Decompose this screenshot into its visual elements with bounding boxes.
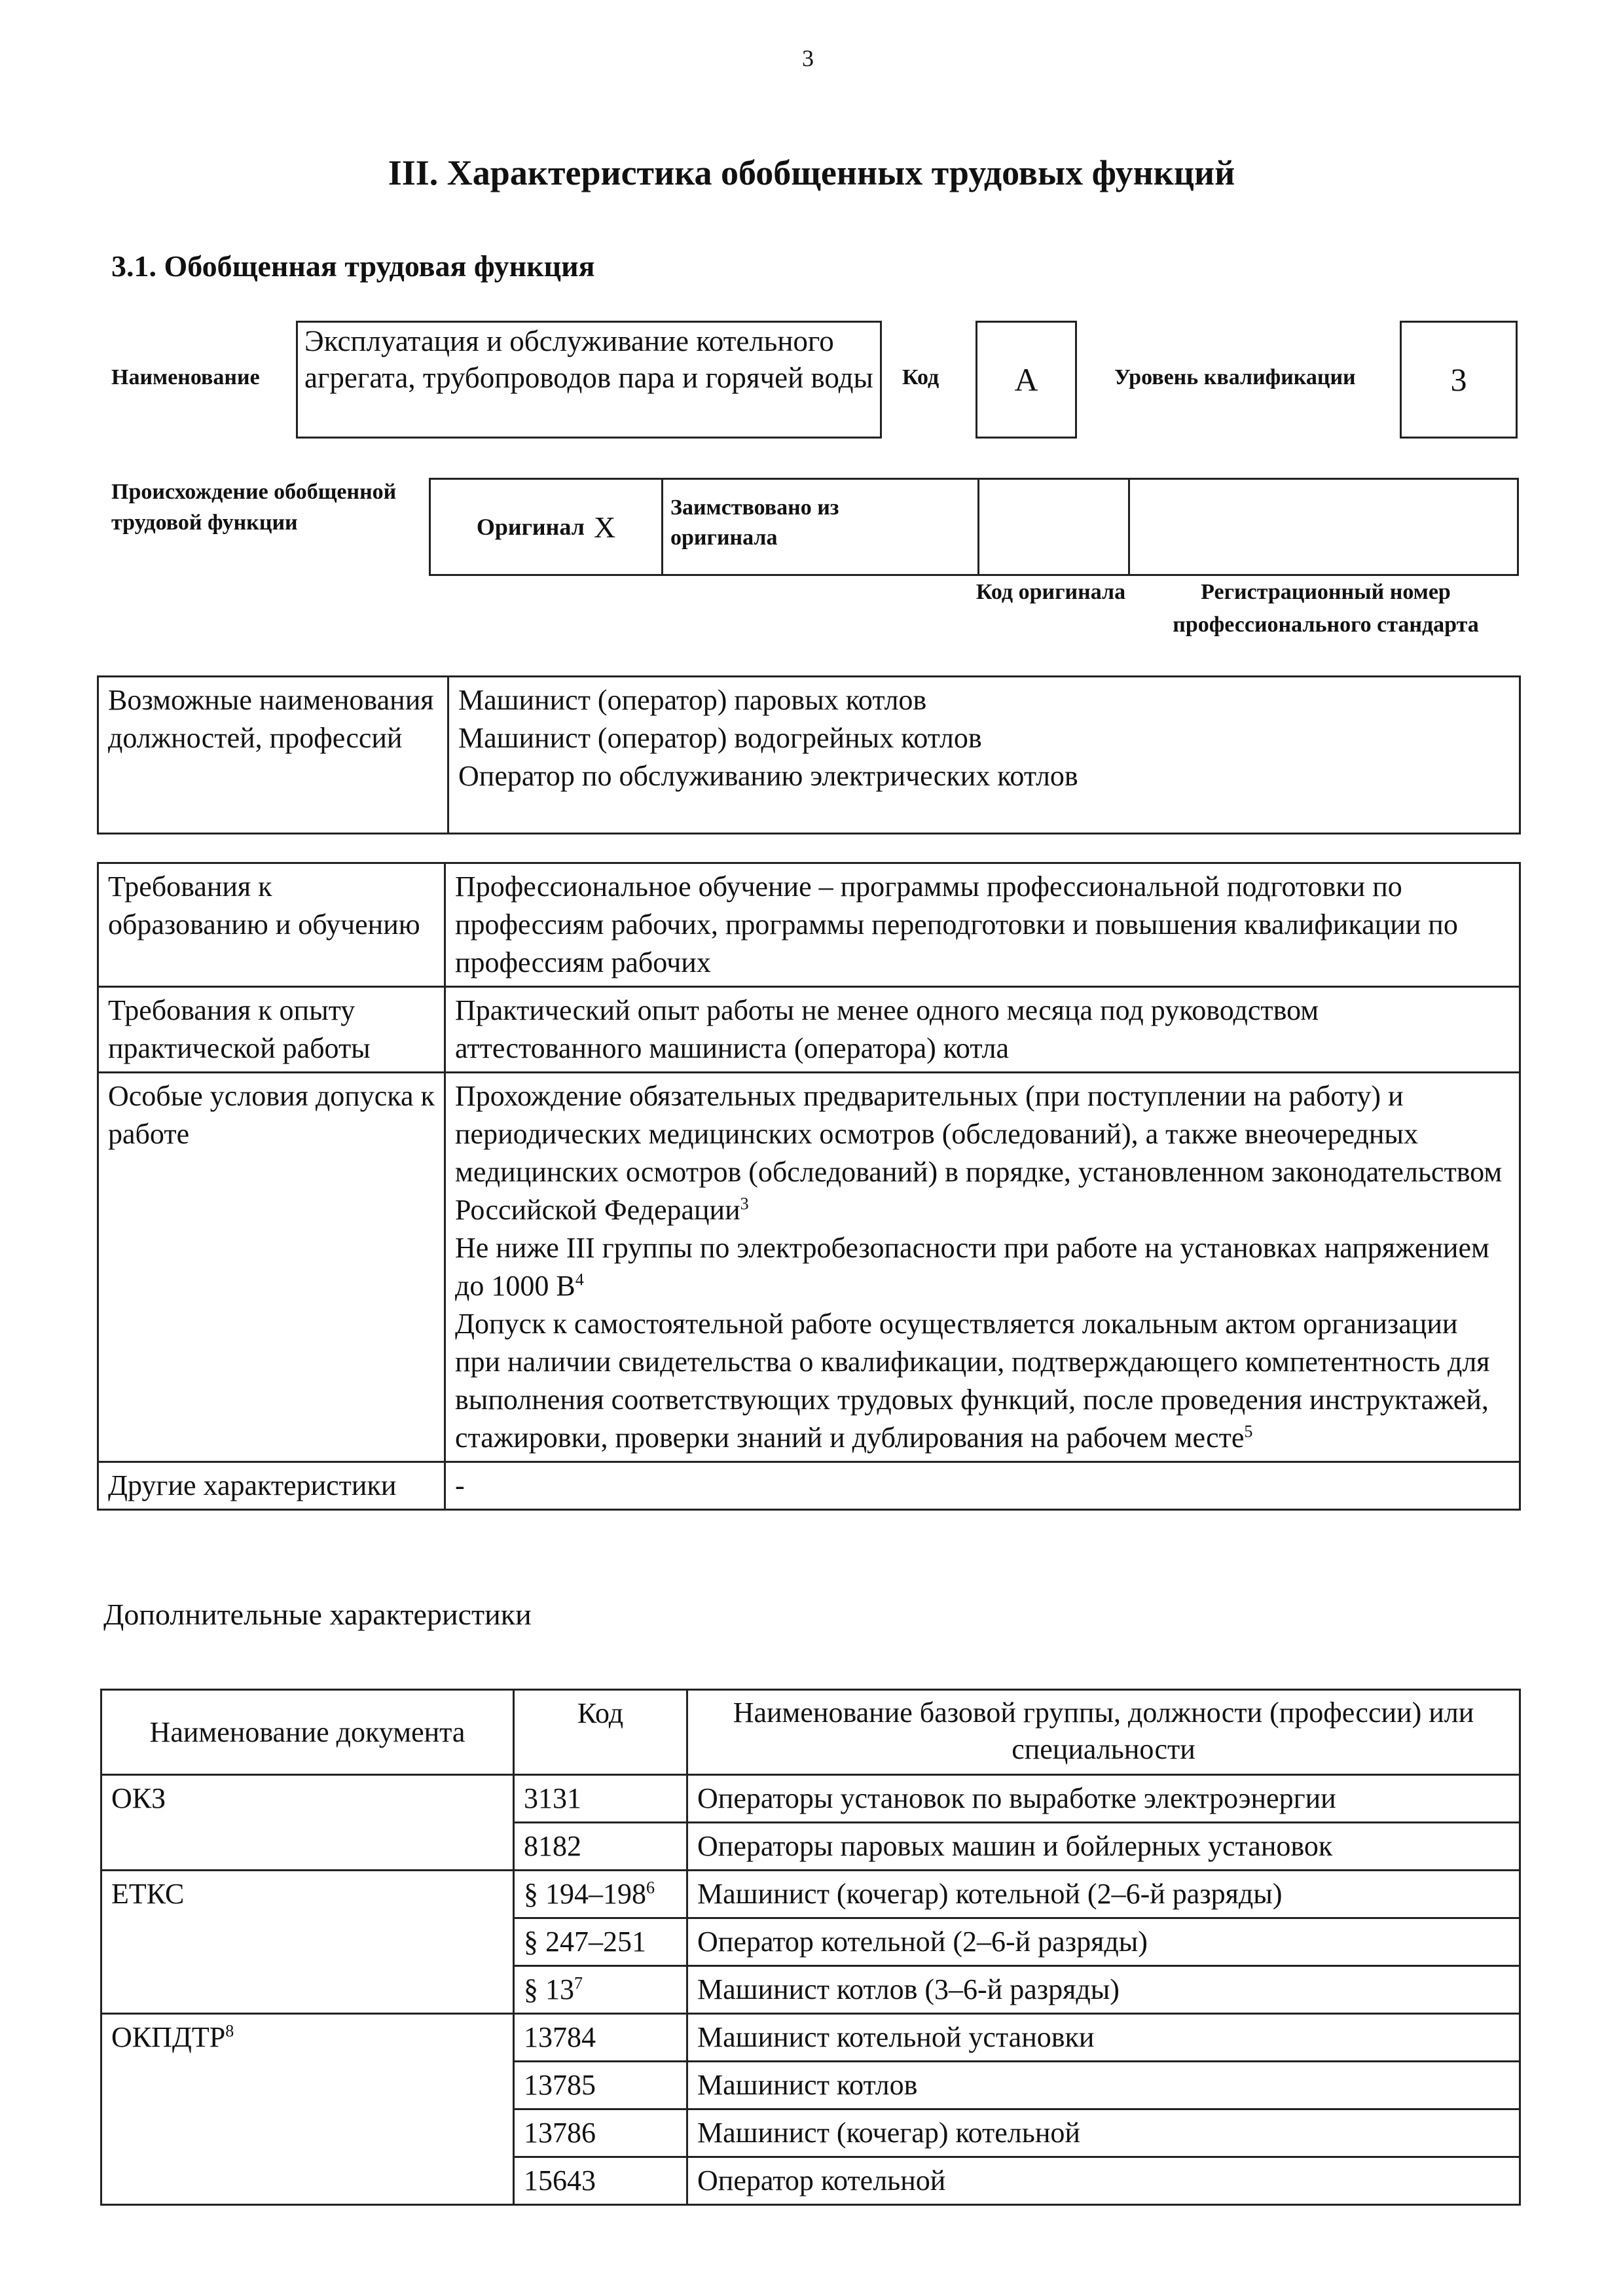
- code-cell: [514, 1871, 687, 1918]
- req-education-value: Профессиональное обучение – программы профессиональной подготовки по профессиям рабочих, программы переподготовки и повышения квалификации по профессиям рабочих: [445, 863, 1520, 987]
- additional-table: [100, 1689, 1521, 2206]
- page-title: III. Характеристика обобщенных трудовых функций: [388, 153, 1235, 192]
- conditions-text-1: Прохождение обязательных предварительных (при поступлении на работу) и периодических медицинских осмотров (обследований), а также внеочередных медицинских осмотров (обследований) в порядке, установленном законодательством Российской Федерации: [455, 1080, 1503, 1226]
- additional-heading: Дополнительные характеристики: [103, 1598, 532, 1631]
- name-cell: Машинист (кочегар) котельной: [687, 2109, 1520, 2157]
- doc-name: ОКПДТР: [111, 2021, 226, 2053]
- original-label: Оригинал: [476, 514, 585, 540]
- divider: [1128, 480, 1130, 574]
- footnote-ref: 3: [740, 1194, 749, 1213]
- level-label: Уровень квалификации: [1114, 365, 1356, 389]
- name-cell: Машинист котельной установки: [687, 2014, 1520, 2062]
- code-value: А: [1014, 361, 1038, 398]
- page-number: 3: [802, 45, 814, 71]
- conditions-text-2: Не ниже III группы по электробезопасности при работе на установках напряжением до 1000 В: [455, 1232, 1489, 1302]
- name-label: Наименование: [111, 365, 260, 389]
- divider: [977, 480, 979, 574]
- name-cell: Машинист котлов: [687, 2062, 1520, 2109]
- doc-cell: [101, 1775, 514, 1871]
- positions-label: Возможные наименования должностей, профессий: [98, 677, 448, 834]
- table-row: [101, 1775, 1520, 1823]
- table-row: [101, 2014, 1520, 2062]
- name-value-box: [296, 321, 882, 439]
- name-cell: Машинист котлов (3–6-й разряды): [687, 1966, 1520, 2014]
- name-cell: Операторы установок по выработке электроэнергии: [687, 1775, 1520, 1823]
- level-value-box: [1400, 321, 1518, 439]
- name-value: Эксплуатация и обслуживание котельного агрегата, трубопроводов пара и горячей воды: [304, 325, 873, 394]
- name-cell: Операторы паровых машин и бойлерных установок: [687, 1823, 1520, 1871]
- table-row: [101, 1690, 1520, 1775]
- requirements-table: [97, 862, 1521, 1511]
- req-education-label: Требования к образованию и обучению: [98, 863, 445, 987]
- code-value-box: [976, 321, 1077, 439]
- list-item: Машинист (оператор) водогрейных котлов: [458, 722, 982, 754]
- col-doc-header: Наименование документа: [101, 1690, 514, 1775]
- origin-label: Происхождение обобщенной трудовой функции: [111, 480, 397, 535]
- code-cell: § 247–251: [514, 1918, 687, 1966]
- table-row: [98, 863, 1520, 987]
- req-experience-label: Требования к опыту практической работы: [98, 987, 445, 1073]
- code-label: Код: [902, 365, 939, 389]
- code-cell: 3131: [514, 1775, 687, 1823]
- section-title: 3.1. Обобщенная трудовая функция: [111, 249, 595, 283]
- code-text: § 194–198: [524, 1878, 646, 1910]
- conditions-text-3: Допуск к самостоятельной работе осуществляется локальным актом организации при наличии свидетельства о квалификации, подтверждающего компетентность для выполнения соответствующих трудовых функций, после проведения инструктажей, стажировки, проверки знаний и дублирования на рабочем месте: [455, 1308, 1490, 1454]
- footnote-ref: 4: [575, 1270, 584, 1289]
- code-cell: 13785: [514, 2062, 687, 2109]
- footnote-ref: 6: [646, 1878, 655, 1897]
- doc-cell: [101, 2014, 514, 2205]
- reg-number-caption: Регистрационный номер профессионального стандарта: [1173, 580, 1479, 637]
- name-cell: Машинист (кочегар) котельной (2–6-й разряды): [687, 1871, 1520, 1918]
- req-conditions-label: Особые условия допуска к работе: [98, 1073, 445, 1462]
- doc-name: ЕТКС: [111, 1878, 185, 1910]
- code-original-caption: Код оригинала: [976, 580, 1126, 604]
- name-cell: Оператор котельной: [687, 2157, 1520, 2205]
- req-experience-value: Практический опыт работы не менее одного месяца под руководством аттестованного машиниста (оператора) котла: [445, 987, 1520, 1073]
- col-name-header: Наименование базовой группы, должности (профессии) или специальности: [687, 1690, 1520, 1775]
- level-value: 3: [1450, 361, 1467, 398]
- code-cell: 15643: [514, 2157, 687, 2205]
- footnote-ref: 7: [574, 1973, 583, 1993]
- table-row: [98, 677, 1520, 834]
- list-item: Машинист (оператор) паровых котлов: [458, 684, 927, 716]
- req-conditions-value: [445, 1073, 1520, 1462]
- code-cell: 8182: [514, 1823, 687, 1871]
- original-mark: X: [593, 510, 616, 544]
- table-row: [98, 1462, 1520, 1510]
- table-row: [98, 987, 1520, 1073]
- positions-table: [97, 675, 1521, 834]
- doc-cell: [101, 1871, 514, 2014]
- positions-values: [448, 677, 1520, 834]
- name-cell: Оператор котельной (2–6-й разряды): [687, 1918, 1520, 1966]
- code-cell: 13786: [514, 2109, 687, 2157]
- origin-original-cell: [431, 480, 663, 574]
- req-other-value: -: [445, 1462, 1520, 1510]
- footnote-ref: 5: [1244, 1422, 1253, 1441]
- code-cell: 13784: [514, 2014, 687, 2062]
- table-row: [101, 1871, 1520, 1918]
- code-cell: [514, 1966, 687, 2014]
- borrowed-label: Заимствовано из оригинала: [670, 495, 839, 550]
- req-other-label: Другие характеристики: [98, 1462, 445, 1510]
- doc-name: ОКЗ: [111, 1782, 166, 1814]
- footnote-ref: 8: [225, 2021, 234, 2041]
- col-code-header: Код: [514, 1690, 687, 1775]
- list-item: Оператор по обслуживанию электрических котлов: [458, 760, 1078, 792]
- origin-table: [429, 478, 1519, 576]
- code-text: § 13: [524, 1973, 574, 2005]
- table-row: [98, 1073, 1520, 1462]
